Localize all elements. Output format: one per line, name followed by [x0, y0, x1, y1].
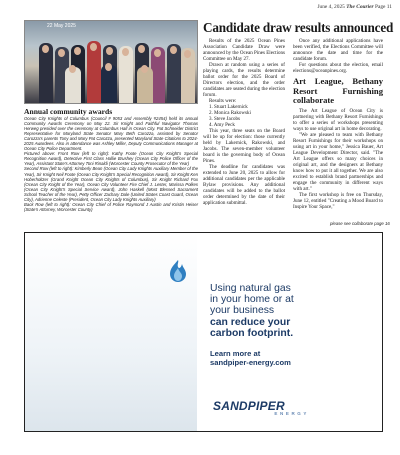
awards-photo [24, 20, 198, 104]
photo-figure-head [90, 43, 97, 51]
photo-figure-head [74, 47, 81, 55]
logo-wordmark: SANDPIPER [213, 399, 285, 413]
page-number: Page 11 [374, 4, 392, 10]
election-headline: Candidate draw results announced [203, 20, 394, 35]
flame-icon [165, 259, 191, 283]
photo-figure-head [184, 50, 191, 58]
ad-line: in your home or at [210, 294, 294, 306]
photo-figure-head [42, 45, 49, 53]
photo-figure-head [122, 48, 129, 56]
election-paragraph: The deadline for candidates was extended to June 20, 2025 to allow for additional candidates per the applicable Bylaw provisions. Any additional candidates will be added to the ballot order determined by the date of their application submittal. [203, 164, 285, 206]
paper-name: The Courier [346, 4, 374, 10]
ad-line: can reduce your [210, 316, 291, 328]
sandpiper-logo [213, 400, 309, 422]
photo-figure-head [138, 45, 145, 53]
ad-line: carbon footprint. [210, 327, 294, 339]
awards-paragraph: Back Row (left to right): Ocean City Chief of Police Raymond J Austin and Kristin Heiser (State's Attorney, Worcester County) [24, 201, 198, 212]
election-paragraph: Once any additional applications have been verified, the Elections Committee will announce the date and time for the candidate forum. [293, 38, 383, 62]
photo-figure-head [105, 63, 112, 71]
result-item: 1. Stuart Lakernick [209, 104, 248, 110]
photo-figure-head [106, 47, 113, 55]
ad-learn-more [210, 349, 380, 367]
ad-copy [210, 283, 380, 367]
website-link[interactable]: sandpiper-energy.com [210, 358, 291, 368]
election-column-1 [203, 38, 285, 206]
awards-paragraph: Pictured above: Front Row (left to right): Kathy Foote (Ocean City Knight's Special Recognition Award), Detective First Class Hallie Brushey (Ocean City Police Officer of the Year), Assistant State's Attorney Toni Rinaldi (Worcester County Prosecutor of the Year) [24, 151, 198, 167]
logo-subtitle: ENERGY [274, 411, 309, 416]
learn-more-label: Learn more at [210, 349, 261, 359]
result-item: 3. Steve Jacobs [209, 116, 240, 122]
art-league-paragraph: "We are pleased to team with Bethany Resort Furnishings for their workshops on using art in your home," Jessica Bauer, Art League Development Director, said. "The Art League offers so many choices in original art, and the designers at Bethany know how to put it all together. We are also excited to establish brand partnerships and engage the community in different ways with art." [293, 131, 383, 192]
sandpiper-advertisement [24, 232, 383, 432]
results-label: Results were: [209, 98, 237, 104]
photo-figure-head [58, 49, 65, 57]
ad-message [210, 283, 380, 339]
ad-line: your business [210, 305, 275, 317]
election-paragraph: For questions about the election, email elections@oceanpines.org. [293, 62, 383, 74]
election-paragraph: This year, three seats on the Board will be up for election: those currently held by Lakernick, Rakowski, and Jacobs. The seven-member volunteer board is the governing body of Ocean Pines. [203, 128, 285, 164]
result-item: 2. Monica Rakowski [209, 110, 251, 116]
election-column-2 [293, 38, 383, 210]
art-league-paragraph: The Art League of Ocean City is partnering with Bethany Resort Furnishings to offer a series of workshops presenting ways to use original art in home decorating. [293, 107, 383, 132]
continued-jump-line: please see collaborate page 16 [330, 221, 390, 226]
result-item: 4. Amy Peck [209, 122, 235, 128]
art-league-headline: Art League, Bethany Resort Furnishing collaborate [293, 76, 383, 105]
issue-date: June 4, 2025 [317, 4, 345, 10]
ad-line: Using natural gas [210, 283, 291, 294]
photo-figure-head [154, 49, 161, 57]
awards-caption [24, 116, 198, 212]
awards-paragraph: Second Row (left to right): Kimberly Bean (Ocean City Lady Knights Auxiliary Member of the Year), Sir Knight Neil Foote (Ocean City Knight's Special Recognition Award), Sir Knight Ken Hoberholtzer (Grand Knight Ocean City Knights of Columbus), Sir Knight Richard Fox (Ocean City Knight of the Year), Ocean City Volunteer Fire Chief J. Lester, Marissa Polkes (Ocean City Knight's Special Service Award), John Haskell (Most Blessed Sacrament School Teacher of the Year), Petty Officer Zachary Dale (United States Coast Guard, Ocean City), Adrienne Celeste (President, Ocean City Lady Knights Auxiliary) [24, 166, 198, 202]
awards-title: Annual community awards [24, 107, 113, 116]
photo-figure-head [170, 46, 177, 54]
photo-figure-head [141, 65, 148, 73]
election-paragraph: Drawn at random using a series of playing cards, the results determine ballot order for the 2025 Board of Directors election, and the order candidates are seated during the election forum. [203, 62, 285, 98]
awards-paragraph: Ocean City Knights of Columbus (Council # 9053 and Assembly #2454) held its annual Community Awards Ceremony on May 22. Sir Knight and Faithful Navigator Thomas Herweg presided over the ceremony at Columbus Hall in Ocean City. Pat Schneider District Representative for Maryland State Senator Mary Beth Carozza, assisted by Senator Carozza's parents Tony and Mary Pat Carozza, presented Maryland State Citations to 2024-2025 Awardees. Also in attendance was Ashley Miller, Deputy Communications Manager at Ocean City Police Department. [24, 116, 198, 152]
photo-date-stamp: 22 May 2025 [47, 23, 76, 29]
art-league-paragraph: The first workshop is free on Thursday, June 12, entitled "Creating a Mood Board to Inspire Your Space," [293, 191, 383, 210]
election-intro: Results of the 2025 Ocean Pines Association Candidate Draw were announced by the Ocean Pines Elections Committee on May 27. [203, 38, 285, 62]
page-header [317, 4, 392, 10]
photo-figure-head [69, 65, 76, 73]
